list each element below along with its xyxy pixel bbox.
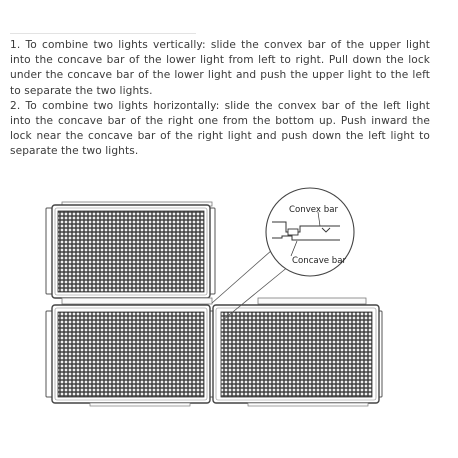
convex-bar-label: Convex bar <box>289 205 338 215</box>
upper-led-panel <box>58 211 204 292</box>
instruction-vertical: 1. To combine two lights vertically: slide the convex bar of the upper light into the concave bar of the lower light from left to right. Pull down the lock under the concave bar of the lower light and push the upper light to the left to separate the two lights. <box>10 39 430 97</box>
lower-right-led-panel <box>221 312 372 397</box>
lower-left-light <box>46 298 215 406</box>
instruction-horizontal: 2. To combine two lights horizontally: slide the convex bar of the left light into the concave bar of the right one from the bottom up. Push inward the lock near the concave bar of the right light and push down the left light to separate the two lights. <box>10 99 430 158</box>
lower-left-led-panel <box>58 312 204 397</box>
concave-bar-label: Concave bar <box>292 256 347 266</box>
lower-right-light <box>213 298 382 406</box>
joint-detail-callout <box>266 188 354 276</box>
upper-left-light <box>46 202 215 298</box>
leader-line-upper <box>212 250 272 303</box>
